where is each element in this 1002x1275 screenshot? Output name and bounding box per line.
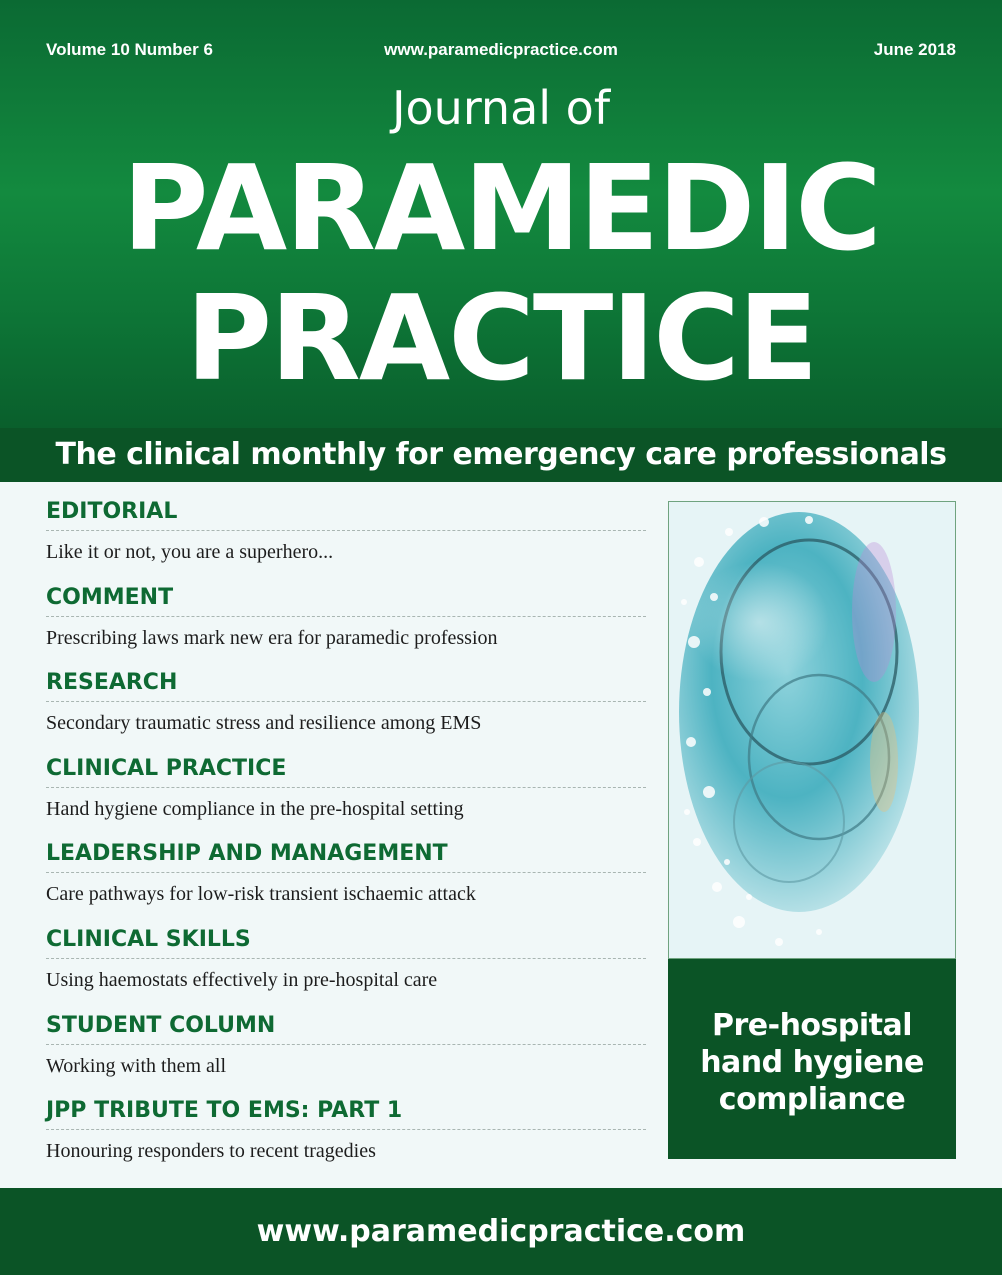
section-heading: CLINICAL PRACTICE <box>46 755 287 781</box>
issue-info-bar <box>46 40 956 66</box>
feature-line: compliance <box>718 1082 906 1117</box>
masthead <box>0 0 1002 428</box>
title-paramedic: PARAMEDIC <box>122 139 880 277</box>
article-title: Using haemostats effectively in pre-hospital care <box>46 968 438 991</box>
journal-of-label: Journal of <box>391 81 611 135</box>
bubble-illustration <box>669 502 955 958</box>
contents-section <box>46 492 646 578</box>
masthead-website: www.paramedicpractice.com <box>384 40 618 59</box>
article-title: Secondary traumatic stress and resilience among EMS <box>46 712 482 735</box>
dotted-divider <box>46 616 646 617</box>
article-title: Hand hygiene compliance in the pre-hospital setting <box>46 797 464 820</box>
dotted-divider <box>46 1044 646 1045</box>
section-heading: JPP TRIBUTE TO EMS: PART 1 <box>46 1098 403 1124</box>
feature-line: Pre-hospital <box>711 1008 913 1043</box>
feature-callout <box>668 959 956 1159</box>
issue-date: June 2018 <box>873 40 956 59</box>
footer-band <box>0 1188 1002 1275</box>
contents-section <box>46 1006 646 1092</box>
tagline: The clinical monthly for emergency care professionals <box>55 437 947 472</box>
section-heading: CLINICAL SKILLS <box>46 926 251 952</box>
dotted-divider <box>46 872 646 873</box>
feature-line: hand hygiene <box>700 1045 924 1080</box>
contents-section <box>46 663 646 749</box>
footer-website-link[interactable]: www.paramedicpractice.com <box>256 1214 746 1249</box>
article-title: Working with them all <box>46 1054 227 1077</box>
dotted-divider <box>46 787 646 788</box>
article-title: Care pathways for low-risk transient ischaemic attack <box>46 883 476 906</box>
article-title: Prescribing laws mark new era for paramedic profession <box>46 626 498 649</box>
article-title: Like it or not, you are a superhero... <box>46 541 334 563</box>
section-heading: RESEARCH <box>46 670 178 696</box>
dotted-divider <box>46 530 646 531</box>
contents-section <box>46 578 646 664</box>
contents-list <box>46 492 646 1177</box>
volume-number: Volume 10 Number 6 <box>46 40 213 59</box>
cover-photo-bubbles <box>668 501 956 959</box>
tagline-band <box>0 428 1002 482</box>
section-heading: COMMENT <box>46 584 174 610</box>
article-title: Honouring responders to recent tragedies <box>46 1140 376 1163</box>
section-heading: EDITORIAL <box>46 499 178 524</box>
feature-headline <box>668 1007 956 1118</box>
title-practice: PRACTICE <box>185 269 817 407</box>
dotted-divider <box>46 701 646 702</box>
contents-section <box>46 834 646 920</box>
dotted-divider <box>46 1129 646 1130</box>
section-heading: STUDENT COLUMN <box>46 1012 276 1038</box>
section-heading: LEADERSHIP AND MANAGEMENT <box>46 841 448 867</box>
contents-section <box>46 1091 646 1177</box>
contents-section <box>46 920 646 1006</box>
contents-section <box>46 749 646 835</box>
dotted-divider <box>46 958 646 959</box>
